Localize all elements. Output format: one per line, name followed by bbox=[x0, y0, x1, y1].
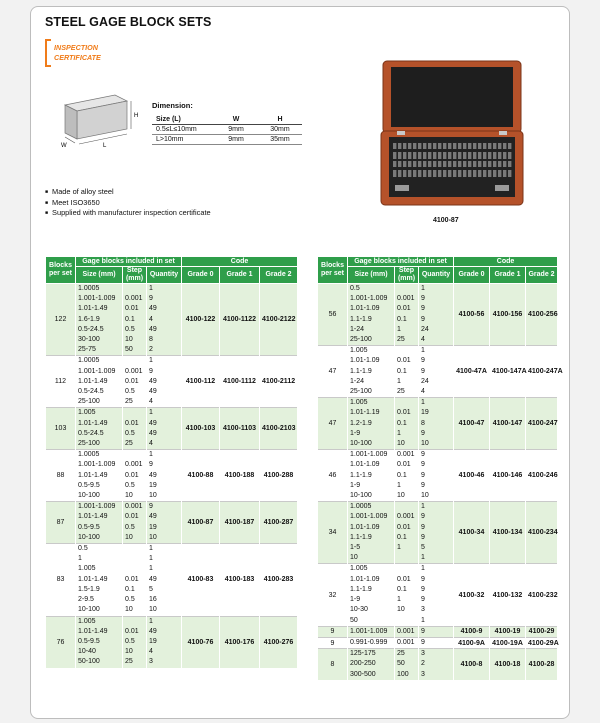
case-block-slot bbox=[418, 170, 421, 177]
case-block-slot bbox=[393, 170, 396, 177]
gage-block-table-right bbox=[317, 256, 563, 680]
table-row bbox=[46, 284, 298, 356]
table-header-row bbox=[318, 257, 558, 267]
grade-0-code-cell: 4100-47A bbox=[454, 346, 490, 398]
header-quantity: Quantity bbox=[147, 267, 182, 284]
grade-0-code-cell: 4100-87 bbox=[182, 502, 220, 544]
case-block-slot bbox=[393, 161, 396, 167]
case-block-slot bbox=[488, 170, 491, 177]
size-cell: 0.991-0.999 bbox=[348, 637, 395, 648]
case-block-slot bbox=[448, 170, 451, 177]
blocks-per-set-cell: 34 bbox=[318, 502, 348, 564]
dimension-cell: 30mm bbox=[258, 125, 302, 135]
feature-item: ■ Meet ISO3650 bbox=[45, 198, 211, 209]
quantity-cell: 1 19 8 9 10 bbox=[419, 398, 454, 450]
case-block-slot bbox=[408, 170, 411, 177]
dimension-cell: 9mm bbox=[214, 135, 258, 145]
case-block-slot bbox=[458, 152, 461, 159]
step-cell: 0.01 0.1 0.5 10 bbox=[123, 544, 147, 616]
grade-2-code-cell: 4100-247 bbox=[526, 398, 558, 450]
dimension-header-size: Size (L) bbox=[152, 115, 214, 125]
header-grade-0: Grade 0 bbox=[454, 267, 490, 284]
grade-1-code-cell: 4100-188 bbox=[220, 450, 260, 502]
diagram-label-h: H bbox=[134, 113, 139, 119]
case-block-slot bbox=[423, 161, 426, 167]
case-block-slot bbox=[413, 152, 416, 159]
case-block-slot bbox=[438, 170, 441, 177]
case-block-slot bbox=[418, 161, 421, 167]
case-block-slot bbox=[403, 143, 406, 149]
certificate-text bbox=[54, 43, 101, 63]
header-quantity: Quantity bbox=[419, 267, 454, 284]
quantity-cell: 3 2 3 bbox=[419, 649, 454, 680]
gage-block-case-image bbox=[375, 57, 529, 209]
inspection-certificate-badge bbox=[45, 39, 127, 69]
table-row bbox=[318, 284, 558, 346]
table-row bbox=[318, 450, 558, 502]
grade-0-code-cell: 4100-32 bbox=[454, 564, 490, 626]
table-row bbox=[46, 408, 298, 450]
quantity-cell: 1 9 9 9 3 1 bbox=[419, 564, 454, 626]
grade-0-code-cell: 4100-88 bbox=[182, 450, 220, 502]
case-block-slot bbox=[428, 143, 431, 149]
grade-0-code-cell: 4100-9A bbox=[454, 637, 490, 648]
grade-2-code-cell: 4100-28 bbox=[526, 649, 558, 680]
case-block-slot bbox=[428, 170, 431, 177]
dimension-cell: 9mm bbox=[214, 125, 258, 135]
header-included: Gage blocks included in set bbox=[348, 257, 454, 267]
quantity-cell: 1 9 9 24 4 bbox=[419, 346, 454, 398]
table-row bbox=[46, 502, 298, 544]
case-block-slot bbox=[393, 152, 396, 159]
case-block-slot bbox=[438, 143, 441, 149]
size-cell: 1.005 1.01-1.09 1.1-1.9 1-24 25-100 bbox=[348, 346, 395, 398]
case-block-slot bbox=[488, 143, 491, 149]
dimension-cell: 35mm bbox=[258, 135, 302, 145]
grade-2-code-cell: 4100-232 bbox=[526, 564, 558, 626]
case-block-slot bbox=[403, 152, 406, 159]
table-row bbox=[46, 616, 298, 668]
quantity-cell: 1 9 49 4 49 8 2 bbox=[147, 284, 182, 356]
step-cell: 0.01 0.1 1 25 bbox=[395, 346, 419, 398]
case-block-slot bbox=[463, 170, 466, 177]
grade-2-code-cell: 4100-2112 bbox=[260, 356, 298, 408]
case-block-slot bbox=[493, 161, 496, 167]
right-table-body bbox=[318, 284, 563, 680]
grade-2-code-cell: 4100-287 bbox=[260, 502, 298, 544]
case-block-slot bbox=[483, 143, 486, 149]
case-block-slot bbox=[443, 143, 446, 149]
grade-1-code-cell: 4100-1122 bbox=[220, 284, 260, 356]
case-block-slot bbox=[503, 170, 506, 177]
blocks-per-set-cell: 8 bbox=[318, 649, 348, 680]
step-cell: 0.01 0.5 25 bbox=[123, 408, 147, 450]
blocks-per-set-cell: 56 bbox=[318, 284, 348, 346]
step-cell: 0.001 0.01 0.1 1 10 bbox=[395, 450, 419, 502]
case-block-slot bbox=[443, 152, 446, 159]
header-blocks-per-set: Blocks per set bbox=[46, 257, 76, 284]
table-row bbox=[46, 450, 298, 502]
case-block-slot bbox=[458, 143, 461, 149]
case-block-slot bbox=[453, 161, 456, 167]
case-block-slot bbox=[398, 161, 401, 167]
grade-0-code-cell: 4100-9 bbox=[454, 626, 490, 637]
size-cell: 1.0005 1.001-1.009 1.01-1.49 0.5-9.5 10-100 bbox=[76, 450, 123, 502]
case-block-slot bbox=[478, 152, 481, 159]
case-block-slot bbox=[418, 143, 421, 149]
case-block-slot bbox=[408, 143, 411, 149]
step-cell: 0.01 0.5 10 25 bbox=[123, 616, 147, 668]
quantity-cell: 1 9 49 49 4 bbox=[147, 356, 182, 408]
case-block-slot bbox=[418, 152, 421, 159]
case-block-slot bbox=[473, 170, 476, 177]
left-table-body bbox=[46, 284, 298, 668]
grade-0-code-cell: 4100-34 bbox=[454, 502, 490, 564]
quantity-cell: 1 49 49 4 bbox=[147, 408, 182, 450]
case-block-slot bbox=[413, 143, 416, 149]
blocks-per-set-cell: 87 bbox=[46, 502, 76, 544]
diagram-label-l: L bbox=[103, 143, 107, 149]
step-cell: 0.001 0.01 0.1 1 25 bbox=[395, 284, 419, 346]
step-cell: 0.01 0.1 1 10 bbox=[395, 398, 419, 450]
grade-1-code-cell: 4100-146 bbox=[490, 450, 526, 502]
case-block-slot bbox=[423, 170, 426, 177]
quantity-cell: 1 9 9 9 5 1 bbox=[419, 502, 454, 564]
case-block-slot bbox=[498, 143, 501, 149]
size-cell: 1.0005 1.001-1.009 1.01-1.49 1.6-1.9 0.5-24.5 30-100 25-75 bbox=[76, 284, 123, 356]
case-block-slot bbox=[478, 170, 481, 177]
header-size: Size (mm) bbox=[348, 267, 395, 284]
case-block-slot bbox=[498, 170, 501, 177]
header-size: Size (mm) bbox=[76, 267, 123, 284]
case-block-slot bbox=[498, 161, 501, 167]
case-block-slot bbox=[413, 161, 416, 167]
case-block-slot bbox=[503, 152, 506, 159]
case-block-slot bbox=[443, 161, 446, 167]
blocks-per-set-cell: 47 bbox=[318, 398, 348, 450]
case-block-slot bbox=[408, 161, 411, 167]
grade-2-code-cell: 4100-246 bbox=[526, 450, 558, 502]
case-block-slot bbox=[433, 143, 436, 149]
case-block-slot bbox=[463, 161, 466, 167]
case-block-slot bbox=[473, 152, 476, 159]
table-row bbox=[318, 564, 558, 626]
grade-2-code-cell: 4100-283 bbox=[260, 544, 298, 616]
case-block-slot bbox=[403, 170, 406, 177]
case-block-slot bbox=[508, 143, 511, 149]
grade-0-code-cell: 4100-103 bbox=[182, 408, 220, 450]
case-block-slot bbox=[438, 152, 441, 159]
case-block-slot bbox=[398, 152, 401, 159]
dimension-title: Dimension: bbox=[152, 101, 193, 110]
case-block-slot bbox=[463, 152, 466, 159]
blocks-per-set-cell: 88 bbox=[46, 450, 76, 502]
quantity-cell: 1 1 1 49 5 16 10 bbox=[147, 544, 182, 616]
case-block-slot bbox=[413, 170, 416, 177]
grade-0-code-cell: 4100-122 bbox=[182, 284, 220, 356]
dimension-header-h: H bbox=[258, 115, 302, 125]
case-block-slot bbox=[473, 161, 476, 167]
quantity-cell: 9 49 19 10 bbox=[147, 502, 182, 544]
step-cell: 0.001 0.01 0.1 0.5 10 50 bbox=[123, 284, 147, 356]
grade-2-code-cell: 4100-2122 bbox=[260, 284, 298, 356]
case-caption: 4100-87 bbox=[433, 217, 459, 224]
grade-2-code-cell: 4100-247A bbox=[526, 346, 558, 398]
dimension-cell: L>10mm bbox=[152, 135, 214, 145]
quantity-cell: 9 9 9 9 10 bbox=[419, 450, 454, 502]
grade-2-code-cell: 4100-29 bbox=[526, 626, 558, 637]
blocks-per-set-cell: 9 bbox=[318, 637, 348, 648]
grade-1-code-cell: 4100-1112 bbox=[220, 356, 260, 408]
quantity-cell: 1 49 19 4 3 bbox=[147, 616, 182, 668]
grade-1-code-cell: 4100-156 bbox=[490, 284, 526, 346]
case-block-slot bbox=[398, 170, 401, 177]
quantity-cell: 9 bbox=[419, 626, 454, 637]
table-row bbox=[318, 502, 558, 564]
feature-item: ■ Supplied with manufacturer inspection certificate bbox=[45, 208, 211, 219]
case-block-slot bbox=[443, 170, 446, 177]
step-cell: 0.001 0.01 0.5 10 bbox=[123, 502, 147, 544]
grade-1-code-cell: 4100-1103 bbox=[220, 408, 260, 450]
grade-1-code-cell: 4100-147 bbox=[490, 398, 526, 450]
grade-2-code-cell: 4100-288 bbox=[260, 450, 298, 502]
case-block-slot bbox=[453, 170, 456, 177]
grade-0-code-cell: 4100-47 bbox=[454, 398, 490, 450]
table-row bbox=[318, 626, 558, 637]
case-block-slot bbox=[488, 152, 491, 159]
case-block-slot bbox=[508, 170, 511, 177]
header-step: Step (mm) bbox=[395, 267, 419, 284]
header-step: Step (mm) bbox=[123, 267, 147, 284]
grade-1-code-cell: 4100-19A bbox=[490, 637, 526, 648]
case-block-slot bbox=[488, 161, 491, 167]
case-block-slot bbox=[428, 161, 431, 167]
size-cell: 1.001-1.009 1.01-1.09 1.1-1.9 1-9 10-100 bbox=[348, 450, 395, 502]
case-block-slot bbox=[403, 161, 406, 167]
grade-2-code-cell: 4100-29A bbox=[526, 637, 558, 648]
case-block-slot bbox=[458, 161, 461, 167]
size-cell: 1.0005 1.001-1.009 1.01-1.49 0.5-24.5 25-100 bbox=[76, 356, 123, 408]
case-block-slot bbox=[408, 152, 411, 159]
size-cell: 1.005 1.01-1.49 0.5-24.5 25-100 bbox=[76, 408, 123, 450]
blocks-per-set-cell: 9 bbox=[318, 626, 348, 637]
case-block-slot bbox=[508, 152, 511, 159]
header-code: Code bbox=[182, 257, 298, 267]
case-block-slot bbox=[503, 143, 506, 149]
case-block-slot bbox=[433, 161, 436, 167]
header-grade-2: Grade 2 bbox=[526, 267, 558, 284]
table-row bbox=[46, 544, 298, 616]
table-row bbox=[46, 356, 298, 408]
blocks-per-set-cell: 112 bbox=[46, 356, 76, 408]
case-block-slot bbox=[498, 152, 501, 159]
case-block-slot bbox=[423, 152, 426, 159]
table-row bbox=[318, 398, 558, 450]
case-block-slot bbox=[453, 152, 456, 159]
case-block-slot bbox=[453, 143, 456, 149]
product-sheet bbox=[30, 6, 570, 719]
case-block-slot bbox=[423, 143, 426, 149]
case-block-slot bbox=[473, 143, 476, 149]
case-block-slot bbox=[478, 161, 481, 167]
size-cell: 1.0005 1.001-1.009 1.01-1.09 1.1-1.9 1-5 10 bbox=[348, 502, 395, 564]
table-row bbox=[318, 649, 558, 680]
size-cell: 1.005 1.01-1.49 0.5-9.5 10-40 50-100 bbox=[76, 616, 123, 668]
header-grade-2: Grade 2 bbox=[260, 267, 298, 284]
table-header-row bbox=[46, 257, 298, 267]
case-block-slot bbox=[483, 170, 486, 177]
quantity-cell: 1 9 49 19 10 bbox=[147, 450, 182, 502]
dimension-header-row bbox=[152, 115, 302, 125]
grade-1-code-cell: 4100-134 bbox=[490, 502, 526, 564]
certificate-line-1: INSPECTION bbox=[54, 43, 98, 52]
blocks-per-set-cell: 46 bbox=[318, 450, 348, 502]
grade-1-code-cell: 4100-18 bbox=[490, 649, 526, 680]
grade-2-code-cell: 4100-256 bbox=[526, 284, 558, 346]
header-code: Code bbox=[454, 257, 558, 267]
case-block-slot bbox=[503, 161, 506, 167]
blocks-per-set-cell: 32 bbox=[318, 564, 348, 626]
case-block-slot bbox=[483, 161, 486, 167]
blocks-per-set-cell: 76 bbox=[46, 616, 76, 668]
header-grade-0: Grade 0 bbox=[182, 267, 220, 284]
case-block-slot bbox=[448, 161, 451, 167]
gage-block-diagram bbox=[45, 87, 145, 157]
blocks-per-set-cell: 47 bbox=[318, 346, 348, 398]
quantity-cell: 1 9 9 9 24 4 bbox=[419, 284, 454, 346]
step-cell: 0.01 0.1 1 10 bbox=[395, 564, 419, 626]
feature-list bbox=[45, 187, 211, 219]
header-included: Gage blocks included in set bbox=[76, 257, 182, 267]
table-subheader-row bbox=[46, 267, 298, 284]
page-title: STEEL GAGE BLOCK SETS bbox=[45, 15, 212, 29]
gage-block-table-left bbox=[45, 256, 298, 668]
size-cell: 0.5 1.001-1.009 1.01-1.09 1.1-1.9 1-24 25-100 bbox=[348, 284, 395, 346]
grade-1-code-cell: 4100-132 bbox=[490, 564, 526, 626]
size-cell: 125-175 200-250 300-500 bbox=[348, 649, 395, 680]
grade-1-code-cell: 4100-147A bbox=[490, 346, 526, 398]
grade-0-code-cell: 4100-56 bbox=[454, 284, 490, 346]
grade-1-code-cell: 4100-187 bbox=[220, 502, 260, 544]
certificate-line-2: CERTIFICATE bbox=[54, 53, 101, 62]
case-block-slot bbox=[448, 152, 451, 159]
case-block-slot bbox=[433, 170, 436, 177]
grade-1-code-cell: 4100-176 bbox=[220, 616, 260, 668]
case-block-slot bbox=[463, 143, 466, 149]
size-cell: 1.001-1.009 bbox=[348, 626, 395, 637]
step-cell: 0.001 bbox=[395, 637, 419, 648]
grade-0-code-cell: 4100-8 bbox=[454, 649, 490, 680]
grade-2-code-cell: 4100-276 bbox=[260, 616, 298, 668]
case-block-slot bbox=[433, 152, 436, 159]
case-block-slot bbox=[493, 143, 496, 149]
certificate-bracket-icon bbox=[45, 39, 51, 67]
case-block-slot bbox=[393, 143, 396, 149]
dimension-cell: 0.5≤L≤10mm bbox=[152, 125, 214, 135]
case-block-slot bbox=[398, 143, 401, 149]
grade-0-code-cell: 4100-112 bbox=[182, 356, 220, 408]
step-cell: 0.001 bbox=[395, 626, 419, 637]
case-block-slot bbox=[468, 143, 471, 149]
size-cell: 1.001-1.009 1.01-1.49 0.5-9.5 10-100 bbox=[76, 502, 123, 544]
case-block-slot bbox=[493, 152, 496, 159]
dimension-header-w: W bbox=[214, 115, 258, 125]
case-block-slot bbox=[438, 161, 441, 167]
blocks-per-set-cell: 103 bbox=[46, 408, 76, 450]
grade-1-code-cell: 4100-19 bbox=[490, 626, 526, 637]
case-block-slot bbox=[493, 170, 496, 177]
dimension-row bbox=[152, 135, 302, 145]
step-cell: 25 50 100 bbox=[395, 649, 419, 680]
blocks-per-set-cell: 83 bbox=[46, 544, 76, 616]
grade-1-code-cell: 4100-183 bbox=[220, 544, 260, 616]
grade-2-code-cell: 4100-2103 bbox=[260, 408, 298, 450]
grade-2-code-cell: 4100-234 bbox=[526, 502, 558, 564]
size-cell: 1.005 1.01-1.09 1.1-1.9 1-9 10-30 50 bbox=[348, 564, 395, 626]
grade-0-code-cell: 4100-76 bbox=[182, 616, 220, 668]
table-subheader-row bbox=[318, 267, 558, 284]
quantity-cell: 9 bbox=[419, 637, 454, 648]
case-block-slot bbox=[468, 161, 471, 167]
step-cell: 0.001 0.01 0.5 25 bbox=[123, 356, 147, 408]
size-cell: 0.5 1 1.005 1.01-1.49 1.5-1.9 2-9.5 10-100 bbox=[76, 544, 123, 616]
case-block-slot bbox=[478, 143, 481, 149]
case-block-slot bbox=[468, 170, 471, 177]
case-block-slot bbox=[428, 152, 431, 159]
step-cell: 0.001 0.01 0.5 10 bbox=[123, 450, 147, 502]
case-block-slot bbox=[458, 170, 461, 177]
step-cell: 0.001 0.01 0.1 1 bbox=[395, 502, 419, 564]
blocks-per-set-cell: 122 bbox=[46, 284, 76, 356]
case-block-slot bbox=[448, 143, 451, 149]
header-grade-1: Grade 1 bbox=[220, 267, 260, 284]
grade-0-code-cell: 4100-83 bbox=[182, 544, 220, 616]
header-grade-1: Grade 1 bbox=[490, 267, 526, 284]
case-block-slot bbox=[483, 152, 486, 159]
dimension-table bbox=[152, 115, 302, 145]
table-row bbox=[318, 346, 558, 398]
dimension-row bbox=[152, 125, 302, 135]
diagram-label-w: W bbox=[61, 143, 67, 149]
size-cell: 1.005 1.01-1.19 1.2-1.9 1-9 10-100 bbox=[348, 398, 395, 450]
grade-0-code-cell: 4100-46 bbox=[454, 450, 490, 502]
header-blocks-per-set: Blocks per set bbox=[318, 257, 348, 284]
table-row bbox=[318, 637, 558, 648]
feature-item: ■ Made of alloy steel bbox=[45, 187, 211, 198]
case-block-slot bbox=[508, 161, 511, 167]
case-block-slot bbox=[468, 152, 471, 159]
